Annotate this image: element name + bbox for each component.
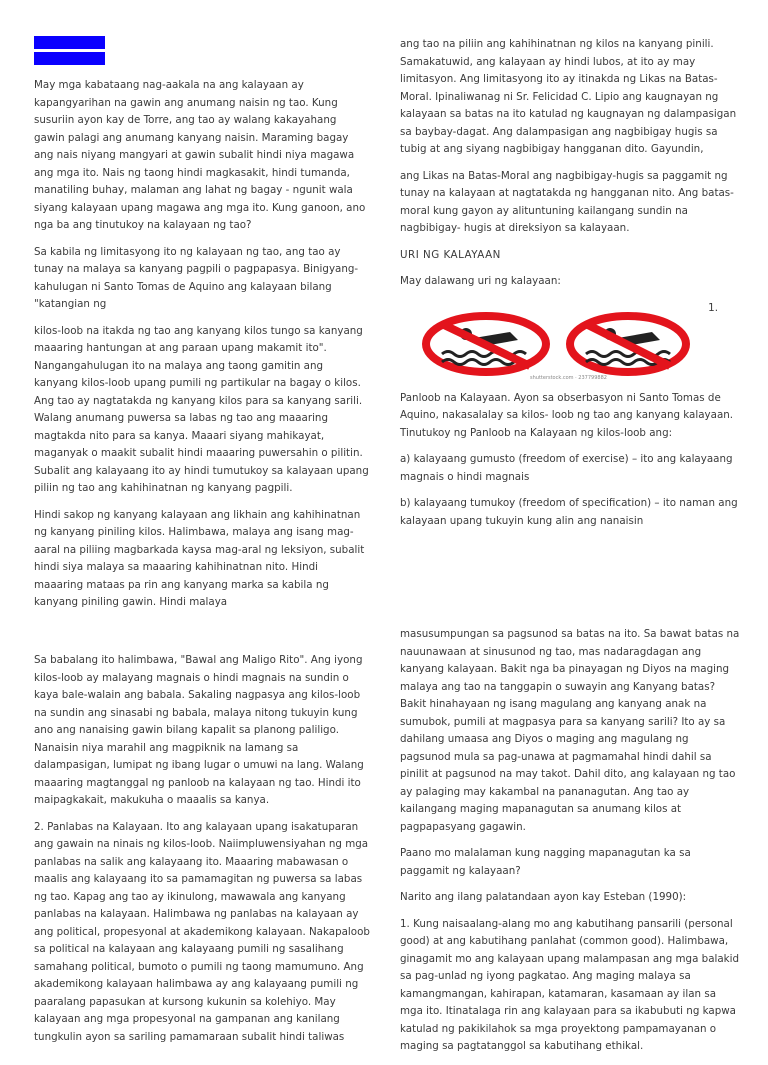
no-swimming-image (420, 312, 702, 380)
paragraph: 1. Kung naisaalang-alang mo ang kabutihang pansarili (personal good) at ang kabutihang panlahat (common good). Halimbawa, ginagamit mo ang kalayaan upang malampasan ang mga balakid sa pag-unlad ng iyong pagkatao. Ang maging malaya sa kamangmangan, kahirapan, katamaran, kasamaan ay ilan sa mga ito. Itinatalaga rin ang kalayaan para sa ikabubuti ng kapwa katulad ng pakikilahok sa mga proyektong pampamayanan o maging sa pagtatanggol sa kabutihang ethikal. (400, 917, 740, 1052)
paragraph: Paano mo malalaman kung nagging mapanagutan ka sa paggamit ng kalayaan? (400, 847, 691, 877)
paragraph: ang tao na piliin ang kahihinatnan ng kilos na kanyang pinili. Samakatuwid, ang kalayaan ay hindi lubos, at ito ay may limitasyon. Ang limitasyong ito ay itinakda ng Likas na Batas-Moral. Ipinaliwanag ni Sr. Felicidad C. Lipio ang kaugnayan ng kalayaan sa batas na ito katulad ng kaugnayan ng dalampasigan sa baybay-dagat. Ang dalampasigan ang nagbibigay hugis sa tubig at ang siyang nagbibigay hangganan dito. Gayundin, (400, 38, 737, 155)
no-swimming-sign-icon (570, 316, 686, 372)
paragraph: b) kalayaang tumukoy (freedom of specification) – ito naman ang kalayaan upang tukuyin kung alin ang nanaisin (400, 497, 738, 527)
section-title: URI NG KALAYAAN (400, 248, 501, 261)
image-caption: shutterstock.com · 237799882 (530, 374, 607, 380)
right-column-top (400, 36, 740, 539)
paragraph: kilos-loob na itakda ng tao ang kanyang kilos tungo sa kanyang maaaring hantungan at ang paraan upang makamit ito". Nangangahulugan ito na malaya ang taong gamitin ang kanyang kilos-loob upang pumili ng partikular na bagay o kilos. Ang tao ay nagtatakda ng kanyang kilos para sa kanyang sarili. Walang anumang puwersa sa labas ng tao ang maaaring magtakda nito para sa kanya. Maaari siyang mahikayat, maganyak o maakit subalit hindi maaaring puwersahin o pilitin. Subalit ang kalayaang ito ay hindi tumutukoy sa kalayaan upang piliin ng tao ang kahihinatnan ng kanyang pagpili. (34, 324, 369, 494)
paragraph: Sa babalang ito halimbawa, "Bawal ang Maligo Rito". Ang iyong kilos-loob ay malayang magnais o hindi magnais na sundin o kaya bale-walain ang babala. Sakaling nagpasya ang kilos-loob na sundin ang sinasabi ng babala, malaya nitong tukuyin kung ano ang nanaising gawin bilang kapalit sa planong paliligo. Nanaisin niya marahil ang magpiknik na lamang sa dalampasigan, lumipat ng ibang lugar o umuwi na lang. Walang maaaring magtanggal ng panloob na kalayaan ng tao. Hindi ito maipagkakait, makukuha o maaalis sa kanya. (34, 654, 364, 806)
paragraph: Panloob na Kalayaan. Ayon sa obserbasyon ni Santo Tomas de Aquino, nakasalalay sa kilos- loob ng tao ang kanyang kalayaan. Tinutukoy ng Panloob na Kalayaan ng kilos-loob ang: (400, 391, 734, 439)
list-number: 1. (708, 301, 718, 314)
no-swimming-sign-icon (426, 316, 546, 372)
paragraph: 2. Panlabas na Kalayaan. Ito ang kalayaan upang isakatuparan ang gawain na ninais ng kilos-loob. Naiimpluwensiyahan ng mga panlabas na salik ang kalayaang ito. Maaaring mabawasan o maalis ang kalayaang ito sa pamamagitan ng puwersa sa labas ng tao. Kapag ang tao ay ikinulong, mawawala ang kanyang panlabas na kalayaan. Halimbawa ng panlabas na kalayaan ay ang political, propesyonal at akademikong kalayaan. Nakapaloob sa political na kalayaan ang kalayaang pumili ng sasalihang samahang political, bumoto o pumili ng taong mamumuno. Ang akademikong kalayaan halimbawa ay ang kalayaang pumili ng paaralang papasukan at kursong kukunin sa kolehiyo. May kalayaan ang mga propesyonal na gampanan ang kanilang tungkulin ayon sa sariling pamamaraan subalit hindi taliwas (34, 820, 370, 1043)
image-row (400, 300, 740, 380)
left-column-top (34, 77, 370, 621)
paragraph: May dalawang uri ng kalayaan: (400, 275, 561, 287)
highlighted-link-1[interactable] (34, 36, 105, 49)
paragraph: Narito ang ilang palatandaan ayon kay Esteban (1990): (400, 891, 687, 903)
paragraph: masusumpungan sa pagsunod sa batas na ito. Sa bawat batas na nauunawaan at sinusunod ng tao, mas nadaragdagan ang kanyang kalayaan. Bakit nga ba pinayagan ng Diyos na maging malaya ang tao na tanggapin o suwayin ang Kanyang batas? Bakit hinahayaan ng isang magulang ang kanyang anak na sumubok, pumili at magpasya para sa kanyang sarili? Ito ay sa dahilang umaasa ang Diyos o maging ang magulang ng pagsunod mula sa pag-unawa at pagmamahal hindi dahil sa pinilit at pagsunod na may takot. Dahil dito, ang kalayaan ng tao ay palaging may kakambal na pananagutan. Ang tao ay kailangang maging mapanagutan sa anumang kilos at pagpapasyang gagawin. (400, 628, 740, 833)
paragraph: a) kalayaang gumusto (freedom of exercise) – ito ang kalayaang magnais o hindi magnais (400, 453, 733, 483)
highlighted-link-2[interactable] (34, 52, 105, 65)
left-column-bottom (34, 652, 370, 1055)
paragraph: May mga kabataang nag-aakala na ang kalayaan ay kapangyarihan na gawin ang anumang naisin ng tao. Kung susuriin ayon kay de Torre, ang tao ay walang kakayahang gawin palagi ang anumang kanyang naisin. Maraming bagay ang nais niyang mangyari at gawin subalit hindi niya magawa ang mga ito. Nais ng taong hindi magkasakit, hindi tumanda, manatiling buhay, malaman ang lahat ng bagay - ngunit wala siyang kalayaan upang magawa ang mga ito. Kung ganoon, ano nga ba ang tinutukoy na kalayaan ng tao? (34, 79, 366, 231)
paragraph: ang Likas na Batas-Moral ang nagbibigay-hugis sa paggamit ng tunay na kalayaan at nagtatakda ng hangganan nito. Ang batas-moral kung gayon ay alituntuning kailangang sundin na nagbibigay- hugis at direksiyon sa kalayaan. (400, 169, 734, 234)
paragraph: Hindi sakop ng kanyang kalayaan ang likhain ang kahihinatnan ng kanyang piniling kilos. Halimbawa, malaya ang isang mag-aaral na piliing magbarkada kaysa mag-aral ng leksiyon, subalit hindi siya malaya sa maaaring kahihinatnan nito. Hindi maaaring mataas pa rin ang kanyang marka sa kabila ng kanyang piniling gawin. Hindi malaya (34, 508, 365, 608)
paragraph: Sa kabila ng limitasyong ito ng kalayaan ng tao, ang tao ay tunay na malaya sa kanyang pagpili o pagpapasya. Binigyang-kahulugan ni Santo Tomas de Aquino ang kalayaan bilang "katangian ng (34, 245, 359, 310)
right-column-bottom (400, 626, 740, 1065)
